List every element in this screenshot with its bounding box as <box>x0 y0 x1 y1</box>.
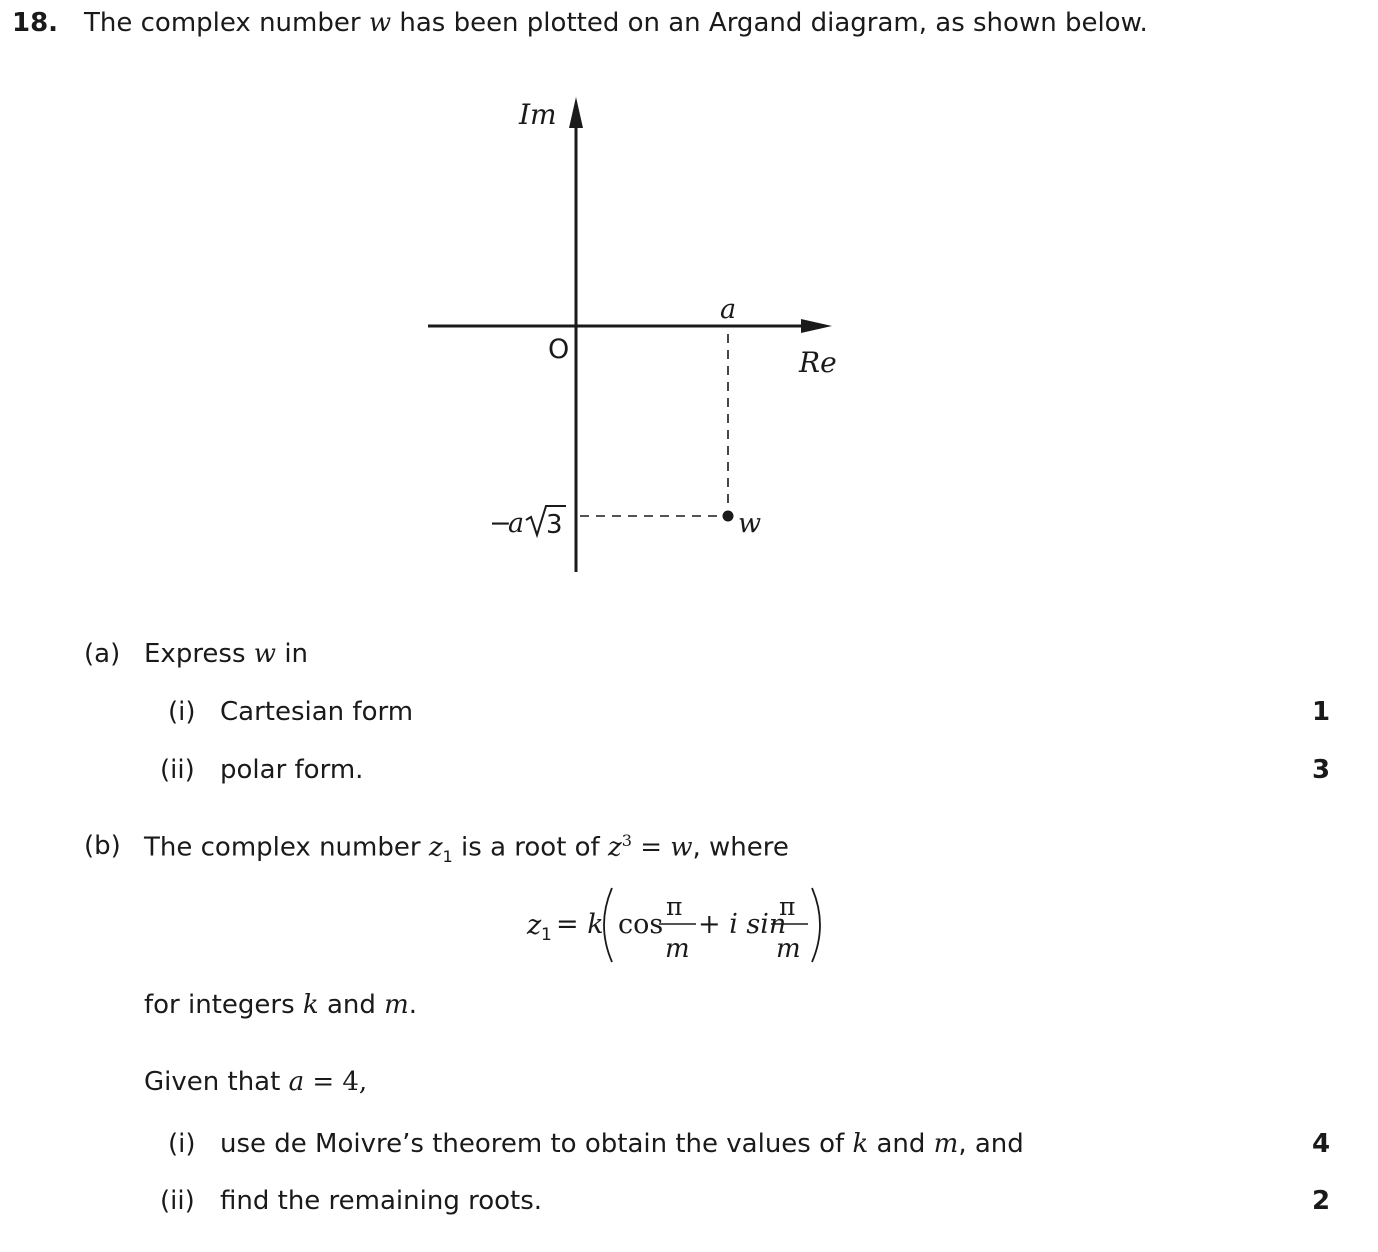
minus-sign: − <box>489 508 512 539</box>
part-a-i-text: Cartesian form <box>220 697 414 727</box>
part-b-ii-marks: 2 <box>1312 1186 1331 1216</box>
part-a-label: (a) <box>84 639 121 669</box>
integers-text-2: and <box>318 990 385 1020</box>
real-axis-arrow <box>801 319 832 333</box>
part-a-ii-marks: 3 <box>1312 755 1331 785</box>
formula-m-1: m <box>665 934 690 964</box>
integers-m: m <box>384 990 409 1020</box>
integers-text-1: for integers <box>144 990 303 1020</box>
stem-var-w: w <box>368 8 392 38</box>
right-paren <box>812 888 820 962</box>
formula-m-2: m <box>776 934 801 964</box>
integers-text-3: . <box>408 990 418 1020</box>
part-b-text-2: is a root of <box>452 832 608 863</box>
a-variable: a <box>508 508 525 539</box>
formula-z-sub: 1 <box>541 925 552 945</box>
formula-equals-k: = k <box>556 909 604 940</box>
stem-text-2: has been plotted on an Argand diagram, as shown below. <box>391 8 1148 38</box>
part-a-text-1: Express <box>144 639 254 669</box>
part-b-text-3: , where <box>692 832 789 863</box>
part-b-ii-text: find the remaining roots. <box>220 1186 543 1216</box>
formula-pi-1: π <box>666 892 683 921</box>
part-b-i-marks: 4 <box>1312 1129 1331 1159</box>
part-a-text-2: in <box>276 639 309 669</box>
part-b-i-text-1: use de Moivre’s theorem to obtain the values of <box>220 1129 853 1159</box>
re-axis-label: Re <box>799 346 837 379</box>
three-digit: 3 <box>546 510 563 540</box>
integers-text <box>144 990 417 1020</box>
point-w <box>723 511 734 522</box>
left-paren <box>604 888 612 962</box>
stem-text-1: The complex number <box>84 8 369 38</box>
w-point-label: w <box>738 508 762 539</box>
part-b-i-text-2: and <box>868 1129 934 1159</box>
question-number: 18. <box>12 8 59 38</box>
part-b-z-sub: 1 <box>442 846 453 866</box>
part-b-z: z <box>428 832 443 863</box>
part-b-eq-z: z <box>607 832 622 863</box>
part-b-text <box>144 831 789 866</box>
part-b-i-text <box>220 1129 1024 1159</box>
formula-plus-i-sin: + i sin <box>698 909 787 940</box>
part-b-label: (b) <box>84 831 121 861</box>
part-b-eq-rhs: = w <box>631 832 693 863</box>
given-text-2: = 4, <box>304 1067 368 1097</box>
part-b-eq-pow: 3 <box>621 831 632 850</box>
part-a-var-w: w <box>253 639 277 669</box>
z1-formula <box>500 870 860 980</box>
argand-diagram <box>0 0 1378 600</box>
part-a-i-label: (i) <box>168 697 196 727</box>
a-label: a <box>720 294 737 325</box>
part-b-i-k: k <box>852 1129 869 1159</box>
part-b-i-text-3: , and <box>958 1129 1024 1159</box>
minus-a-root3-label <box>489 506 566 540</box>
origin-label: O <box>548 334 570 365</box>
formula-cos: cos <box>618 909 664 940</box>
formula-z: z <box>527 910 542 941</box>
part-a-i-marks: 1 <box>1312 697 1331 727</box>
im-axis-label: Im <box>519 98 557 131</box>
part-b-i-label: (i) <box>168 1129 196 1159</box>
part-b-i-m: m <box>933 1129 959 1159</box>
imaginary-axis-arrow <box>569 97 583 128</box>
part-a-ii-label: (ii) <box>160 755 195 785</box>
given-text <box>144 1067 367 1097</box>
part-b-ii-label: (ii) <box>160 1186 195 1216</box>
integers-k: k <box>302 990 319 1020</box>
formula-pi-2: π <box>779 892 796 921</box>
given-text-1: Given that <box>144 1067 289 1097</box>
part-a-ii-text: polar form. <box>220 755 364 785</box>
part-a-text <box>144 639 308 669</box>
given-a: a <box>288 1067 305 1097</box>
part-b-text-1: The complex number <box>144 832 429 863</box>
